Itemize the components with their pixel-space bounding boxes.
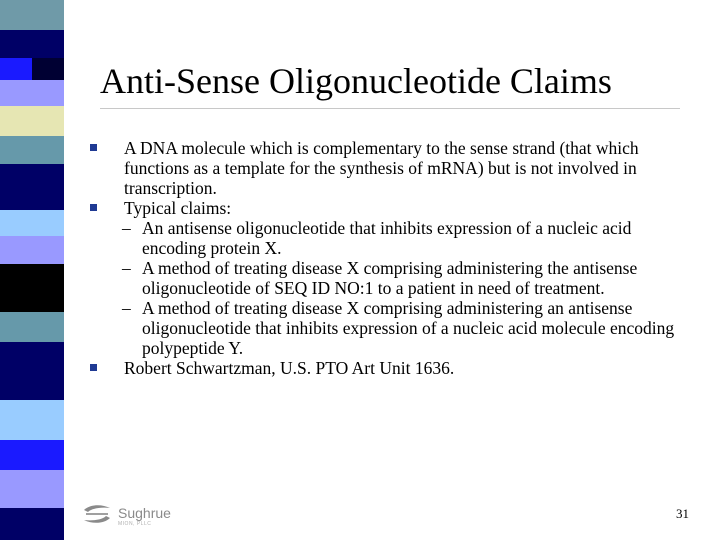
bullet-item bbox=[90, 198, 690, 218]
square-bullet-icon bbox=[90, 204, 97, 211]
bullet-text: A DNA molecule which is complementary to the sense strand (that which functions as a template for the synthesis of mRNA) but is not involved in transcription. bbox=[124, 138, 639, 198]
title-divider bbox=[100, 108, 680, 109]
company-logo bbox=[80, 500, 190, 530]
square-bullet-icon bbox=[90, 364, 97, 371]
bullet-item bbox=[90, 138, 690, 198]
bullet-text: Robert Schwartzman, U.S. PTO Art Unit 1636. bbox=[124, 358, 455, 378]
logo-tagline: MION, PLLC bbox=[118, 521, 152, 527]
sub-bullet-item bbox=[90, 298, 690, 358]
sub-bullet-text: An antisense oligonucleotide that inhibits expression of a nucleic acid encoding protein X. bbox=[142, 218, 632, 258]
square-bullet-icon bbox=[90, 144, 97, 151]
sub-bullet-item bbox=[90, 218, 690, 258]
dash-marker: – bbox=[122, 218, 131, 238]
slide-body bbox=[90, 138, 690, 378]
swoosh-icon bbox=[80, 502, 114, 526]
decorative-stripe bbox=[0, 0, 64, 540]
sub-bullet-text: A method of treating disease X comprising administering the antisense oligonucleotide of SEQ ID NO:1 to a patient in need of treatment. bbox=[142, 258, 638, 298]
bullet-item bbox=[90, 358, 690, 378]
sub-bullet-item bbox=[90, 258, 690, 298]
bullet-text: Typical claims: bbox=[124, 198, 232, 218]
sub-bullet-text: A method of treating disease X comprising administering an antisense oligonucleotide that inhibits expression of a nucleic acid molecule encoding polypeptide Y. bbox=[142, 298, 675, 358]
page-number: 31 bbox=[676, 506, 689, 521]
logo-brand: Sughrue bbox=[118, 505, 171, 521]
dash-marker: – bbox=[122, 258, 131, 278]
slide-title: Anti-Sense Oligonucleotide Claims bbox=[100, 61, 612, 101]
dash-marker: – bbox=[122, 298, 131, 318]
